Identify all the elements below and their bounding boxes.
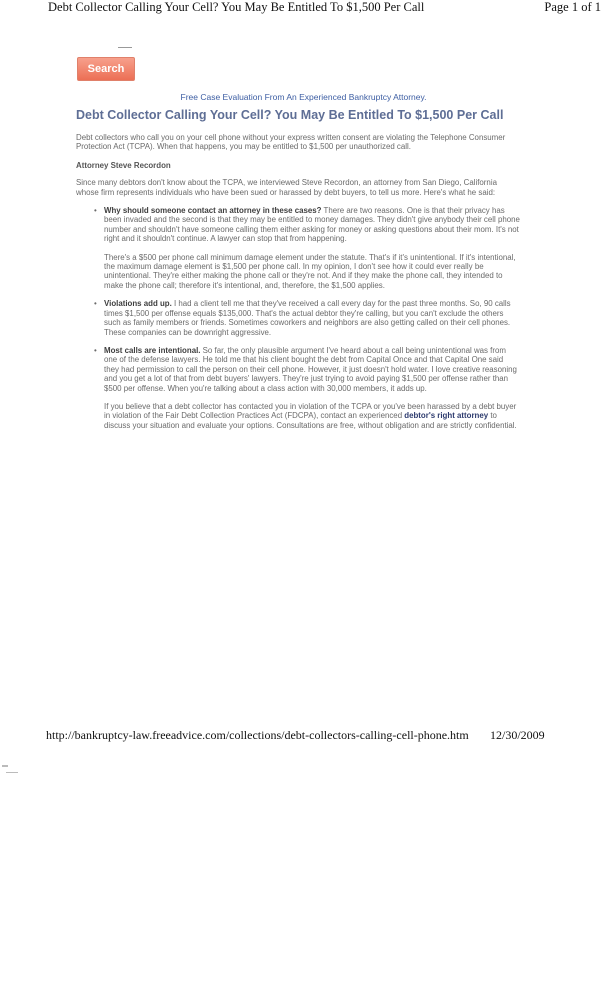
tagline: Free Case Evaluation From An Experienced Bankruptcy Attorney. bbox=[180, 92, 427, 102]
intro-paragraph: Debt collectors who call you on your cell phone without your express written consent are violating the Telephone Consumer Protection Act (TCPA). When that happens, you may be entitled to $1,500 per unauthorized call. bbox=[76, 133, 506, 152]
footer-date: 12/30/2009 bbox=[490, 728, 545, 742]
footer-url: http://bankruptcy-law.freeadvice.com/collections/debt-collectors-calling-cell-phone.htm bbox=[46, 728, 469, 742]
print-header-title: Debt Collector Calling Your Cell? You May Be Entitled To $1,500 Per Call bbox=[48, 0, 425, 14]
qa-list-continued bbox=[76, 299, 520, 393]
list-item bbox=[94, 299, 520, 337]
list-item-heading: Violations add up. bbox=[104, 299, 172, 309]
bullet-icon: • bbox=[94, 345, 97, 355]
scan-mark bbox=[6, 772, 18, 773]
article-body bbox=[76, 133, 520, 439]
bullet-icon: • bbox=[94, 299, 97, 309]
lead-paragraph: Since many debtors don't know about the TCPA, we interviewed Steve Recordon, an attorney from San Diego, California whose firm represents individuals who have been sued or harassed by debt buyers, to tell us more. Here's what he said: bbox=[76, 178, 497, 197]
article-subheading: Attorney Steve Recordon bbox=[76, 160, 171, 170]
list-item bbox=[94, 206, 520, 244]
search-button[interactable]: Search bbox=[77, 57, 135, 81]
page-title: Debt Collector Calling Your Cell? You May Be Entitled To $1,500 Per Call bbox=[76, 108, 504, 122]
list-item-text: So far, the only plausible argument I've heard about a call being unintentional was from one of the defense lawyers. He told me that his client bought the debt from Capital Once and that Capital One said they had permission to call the person on their cell phone. However, it just doesn't hold water. I love creative reasoning and you get a lot of that from debt buyers' lawyers. They're just trying to avoid paying $1,500 per offense rather than $500 per offense. When you're talking about a class action with 30,000 members, it adds up. bbox=[104, 345, 517, 393]
attorney-link[interactable]: debtor's right attorney bbox=[404, 411, 489, 421]
closing-paragraph bbox=[76, 402, 520, 430]
scan-mark bbox=[2, 765, 8, 767]
closing-text-before: If you believe that a debt collector has contacted you in violation of the TCPA or you've been harassed by a debt buyer in violation of the Fair Debt Collection Practices Act (FDCPA), contact an experienced bbox=[104, 401, 517, 421]
list-item-text: I had a client tell me that they've received a call every day for the past three months. So, 90 calls times $1,500 per offense equals $135,000. That's the actual debtor they're calling, but you can't exclude the others such as family members or friends. Sometimes coworkers and neighbors are also getting called on their cell phones. These companies can be downright aggressive. bbox=[104, 299, 511, 337]
list-item-continuation: There's a $500 per phone call minimum damage element under the statute. That's if it's unintentional. If it's intentional, the maximum damage element is $1,500 per phone call. In my opinion, I don't see how it could ever really be unintentional. They're either making the phone call or they're not. And if they make the phone call, they intended to make the phone call; therefore it's intentional, and, therefore, the $1,500 applies. bbox=[104, 252, 516, 290]
print-header bbox=[0, 0, 607, 16]
scan-mark bbox=[118, 47, 132, 48]
closing-text-after: to discuss your situation and evaluate your options. Consultations are free, without obligation and are strictly confidential. bbox=[104, 411, 517, 430]
list-item-heading: Most calls are intentional. bbox=[104, 345, 201, 355]
list-item-text: There are two reasons. One is that their privacy has been invaded and the second is that they may be entitled to money damages. They didn't give anybody their cell phone number and shouldn't have someone calling them either asking for money or asking questions about their mom. It's not right and it shouldn't continue. A lawyer can stop that from happening. bbox=[104, 206, 520, 244]
list-item-heading: Why should someone contact an attorney in these cases? bbox=[104, 206, 322, 216]
qa-list bbox=[76, 206, 520, 244]
bullet-icon: • bbox=[94, 206, 97, 216]
page-number: Page 1 of 1 bbox=[544, 0, 601, 14]
list-item bbox=[94, 345, 520, 393]
